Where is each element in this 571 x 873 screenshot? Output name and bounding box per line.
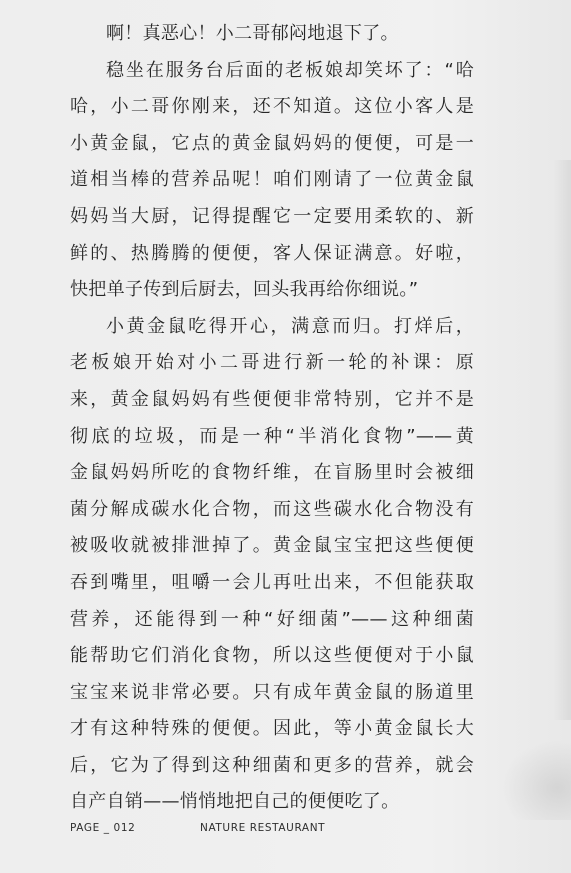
text-line: 宝宝来说非常必要。只有成年黄金鼠的肠道里 xyxy=(70,681,474,703)
paragraph xyxy=(70,53,474,309)
body-text xyxy=(70,16,474,821)
text-line: 菌分解成碳水化合物，而这些碳水化合物没有 xyxy=(70,498,474,520)
page-edge-shadow xyxy=(553,160,571,720)
text-line: 哈，小二哥你刚来，还不知道。这位小客人是 xyxy=(70,96,474,118)
text-line: 啊！真恶心！小二哥郁闷地退下了。 xyxy=(106,23,399,44)
text-line: 被吸收就被排泄掉了。黄金鼠宝宝把这些便便 xyxy=(70,535,474,557)
page-footer xyxy=(0,822,571,842)
text-line: 自产自销——悄悄地把自己的便便吃了。 xyxy=(70,791,400,813)
text-line: 快把单子传到后厨去，回头我再给你细说。” xyxy=(70,279,419,301)
text-line: 妈妈当大厨，记得提醒它一定要用柔软的、新 xyxy=(70,205,474,227)
text-line: 鲜的、热腾腾的便便，客人保证满意。好啦， xyxy=(70,242,474,264)
text-line: 道相当棒的营养品呢！咱们刚请了一位黄金鼠 xyxy=(70,169,474,191)
page-number: PAGE _ 012 xyxy=(70,822,136,834)
text-line: 吞到嘴里，咀嚼一会儿再吐出来，不但能获取 xyxy=(70,571,474,593)
text-line: 才有这种特殊的便便。因此，等小黄金鼠长大 xyxy=(70,718,474,740)
text-line: 小黄金鼠吃得开心，满意而归。打烊后， xyxy=(106,315,474,337)
text-line: 能帮助它们消化食物，所以这些便便对于小鼠 xyxy=(70,645,474,667)
paper-smudge xyxy=(501,740,571,820)
text-line: 后，它为了得到这种细菌和更多的营养，就会 xyxy=(70,754,474,776)
text-line: 小黄金鼠，它点的黄金鼠妈妈的便便，可是一 xyxy=(70,132,474,154)
paragraph xyxy=(70,309,474,821)
paragraph xyxy=(70,16,474,53)
text-line: 营养，还能得到一种“好细菌”——这种细菌 xyxy=(70,608,474,630)
text-line: 彻底的垃圾，而是一种“半消化食物”——黄 xyxy=(70,425,474,447)
text-line: 来，黄金鼠妈妈有些便便非常特别，它并不是 xyxy=(70,388,474,410)
text-line: 老板娘开始对小二哥进行新一轮的补课：原 xyxy=(70,352,474,374)
text-line: 金鼠妈妈所吃的食物纤维，在盲肠里时会被细 xyxy=(70,462,474,484)
text-line: 稳坐在服务台后面的老板娘却笑坏了：“哈 xyxy=(106,59,474,81)
running-title: NATURE RESTAURANT xyxy=(200,822,326,834)
